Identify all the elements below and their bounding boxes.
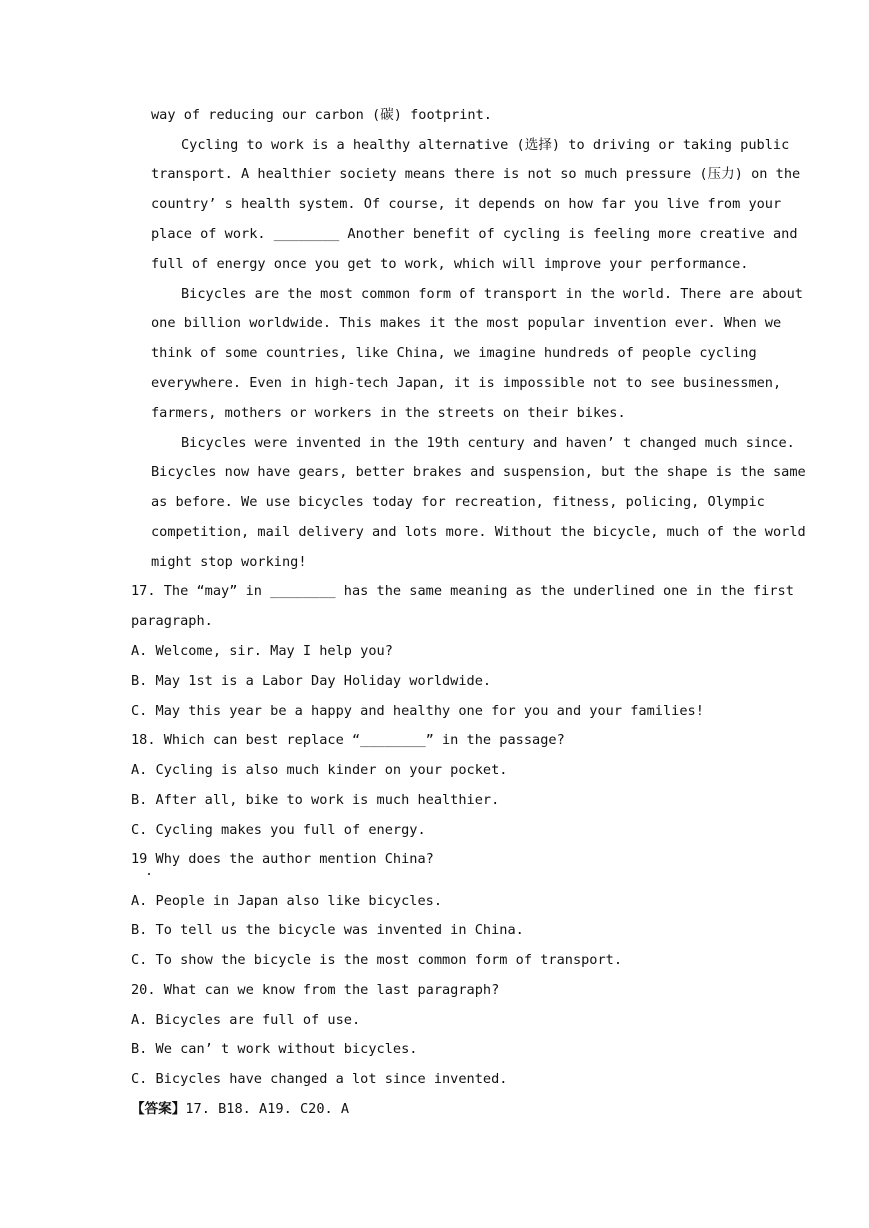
question-18-option-a: A. Cycling is also much kinder on your pocket.	[131, 762, 508, 778]
passage-line: place of work. ________ Another benefit of cycling is feeling more creative and	[151, 226, 798, 242]
question-20-option-c: C. Bicycles have changed a lot since invented.	[131, 1071, 508, 1087]
answer-text: 17. B18. A19. C20. A	[185, 1101, 350, 1117]
question-19-stem: 19 Why does the author mention China?	[131, 851, 434, 867]
question-19-option-b: B. To tell us the bicycle was invented in China.	[131, 922, 524, 938]
passage-line: as before. We use bicycles today for recreation, fitness, policing, Olympic	[151, 494, 765, 510]
passage-line: farmers, mothers or workers in the streets on their bikes.	[151, 405, 626, 421]
question-19-option-a: A. People in Japan also like bicycles.	[131, 893, 442, 909]
passage-line: Bicycles were invented in the 19th century and haven’ t changed much since.	[181, 435, 795, 451]
answer-label: 【答案】	[131, 1101, 186, 1117]
question-18-option-c: C. Cycling makes you full of energy.	[131, 822, 426, 838]
question-20-option-b: B. We can’ t work without bicycles.	[131, 1041, 418, 1057]
passage-line: everywhere. Even in high-tech Japan, it is impossible not to see businessmen,	[151, 375, 782, 391]
passage-line: way of reducing our carbon (碳) footprint.	[151, 107, 492, 123]
passage-line: Bicycles now have gears, better brakes and suspension, but the shape is the same	[151, 464, 806, 480]
passage-line: one billion worldwide. This makes it the most popular invention ever. When we	[151, 315, 782, 331]
passage-line: full of energy once you get to work, which will improve your performance.	[151, 256, 749, 272]
passage-line: competition, mail delivery and lots more. Without the bicycle, much of the world	[151, 524, 806, 540]
stray-dot-mark	[148, 873, 150, 875]
question-20-stem: 20. What can we know from the last paragraph?	[131, 982, 500, 998]
question-17-stem-cont: paragraph.	[131, 613, 213, 629]
question-17-option-b: B. May 1st is a Labor Day Holiday worldwide.	[131, 673, 492, 689]
question-17-stem: 17. The “may” in ________ has the same meaning as the underlined one in the first	[131, 583, 794, 599]
passage-line: transport. A healthier society means there is not so much pressure (压力) on the	[151, 166, 801, 182]
question-17-option-c: C. May this year be a happy and healthy one for you and your families!	[131, 703, 704, 719]
question-19-option-c: C. To show the bicycle is the most common form of transport.	[131, 952, 623, 968]
question-18-stem: 18. Which can best replace “________” in the passage?	[131, 732, 565, 748]
question-20-option-a: A. Bicycles are full of use.	[131, 1012, 361, 1028]
answer-line	[131, 1100, 349, 1118]
question-18-option-b: B. After all, bike to work is much healthier.	[131, 792, 500, 808]
passage-line: Bicycles are the most common form of transport in the world. There are about	[181, 286, 803, 302]
passage-line: might stop working!	[151, 554, 307, 570]
passage-line: think of some countries, like China, we imagine hundreds of people cycling	[151, 345, 757, 361]
question-17-option-a: A. Welcome, sir. May I help you?	[131, 643, 393, 659]
passage-line: country’ s health system. Of course, it depends on how far you live from your	[151, 196, 782, 212]
passage-line: Cycling to work is a healthy alternative (选择) to driving or taking public	[181, 137, 790, 153]
